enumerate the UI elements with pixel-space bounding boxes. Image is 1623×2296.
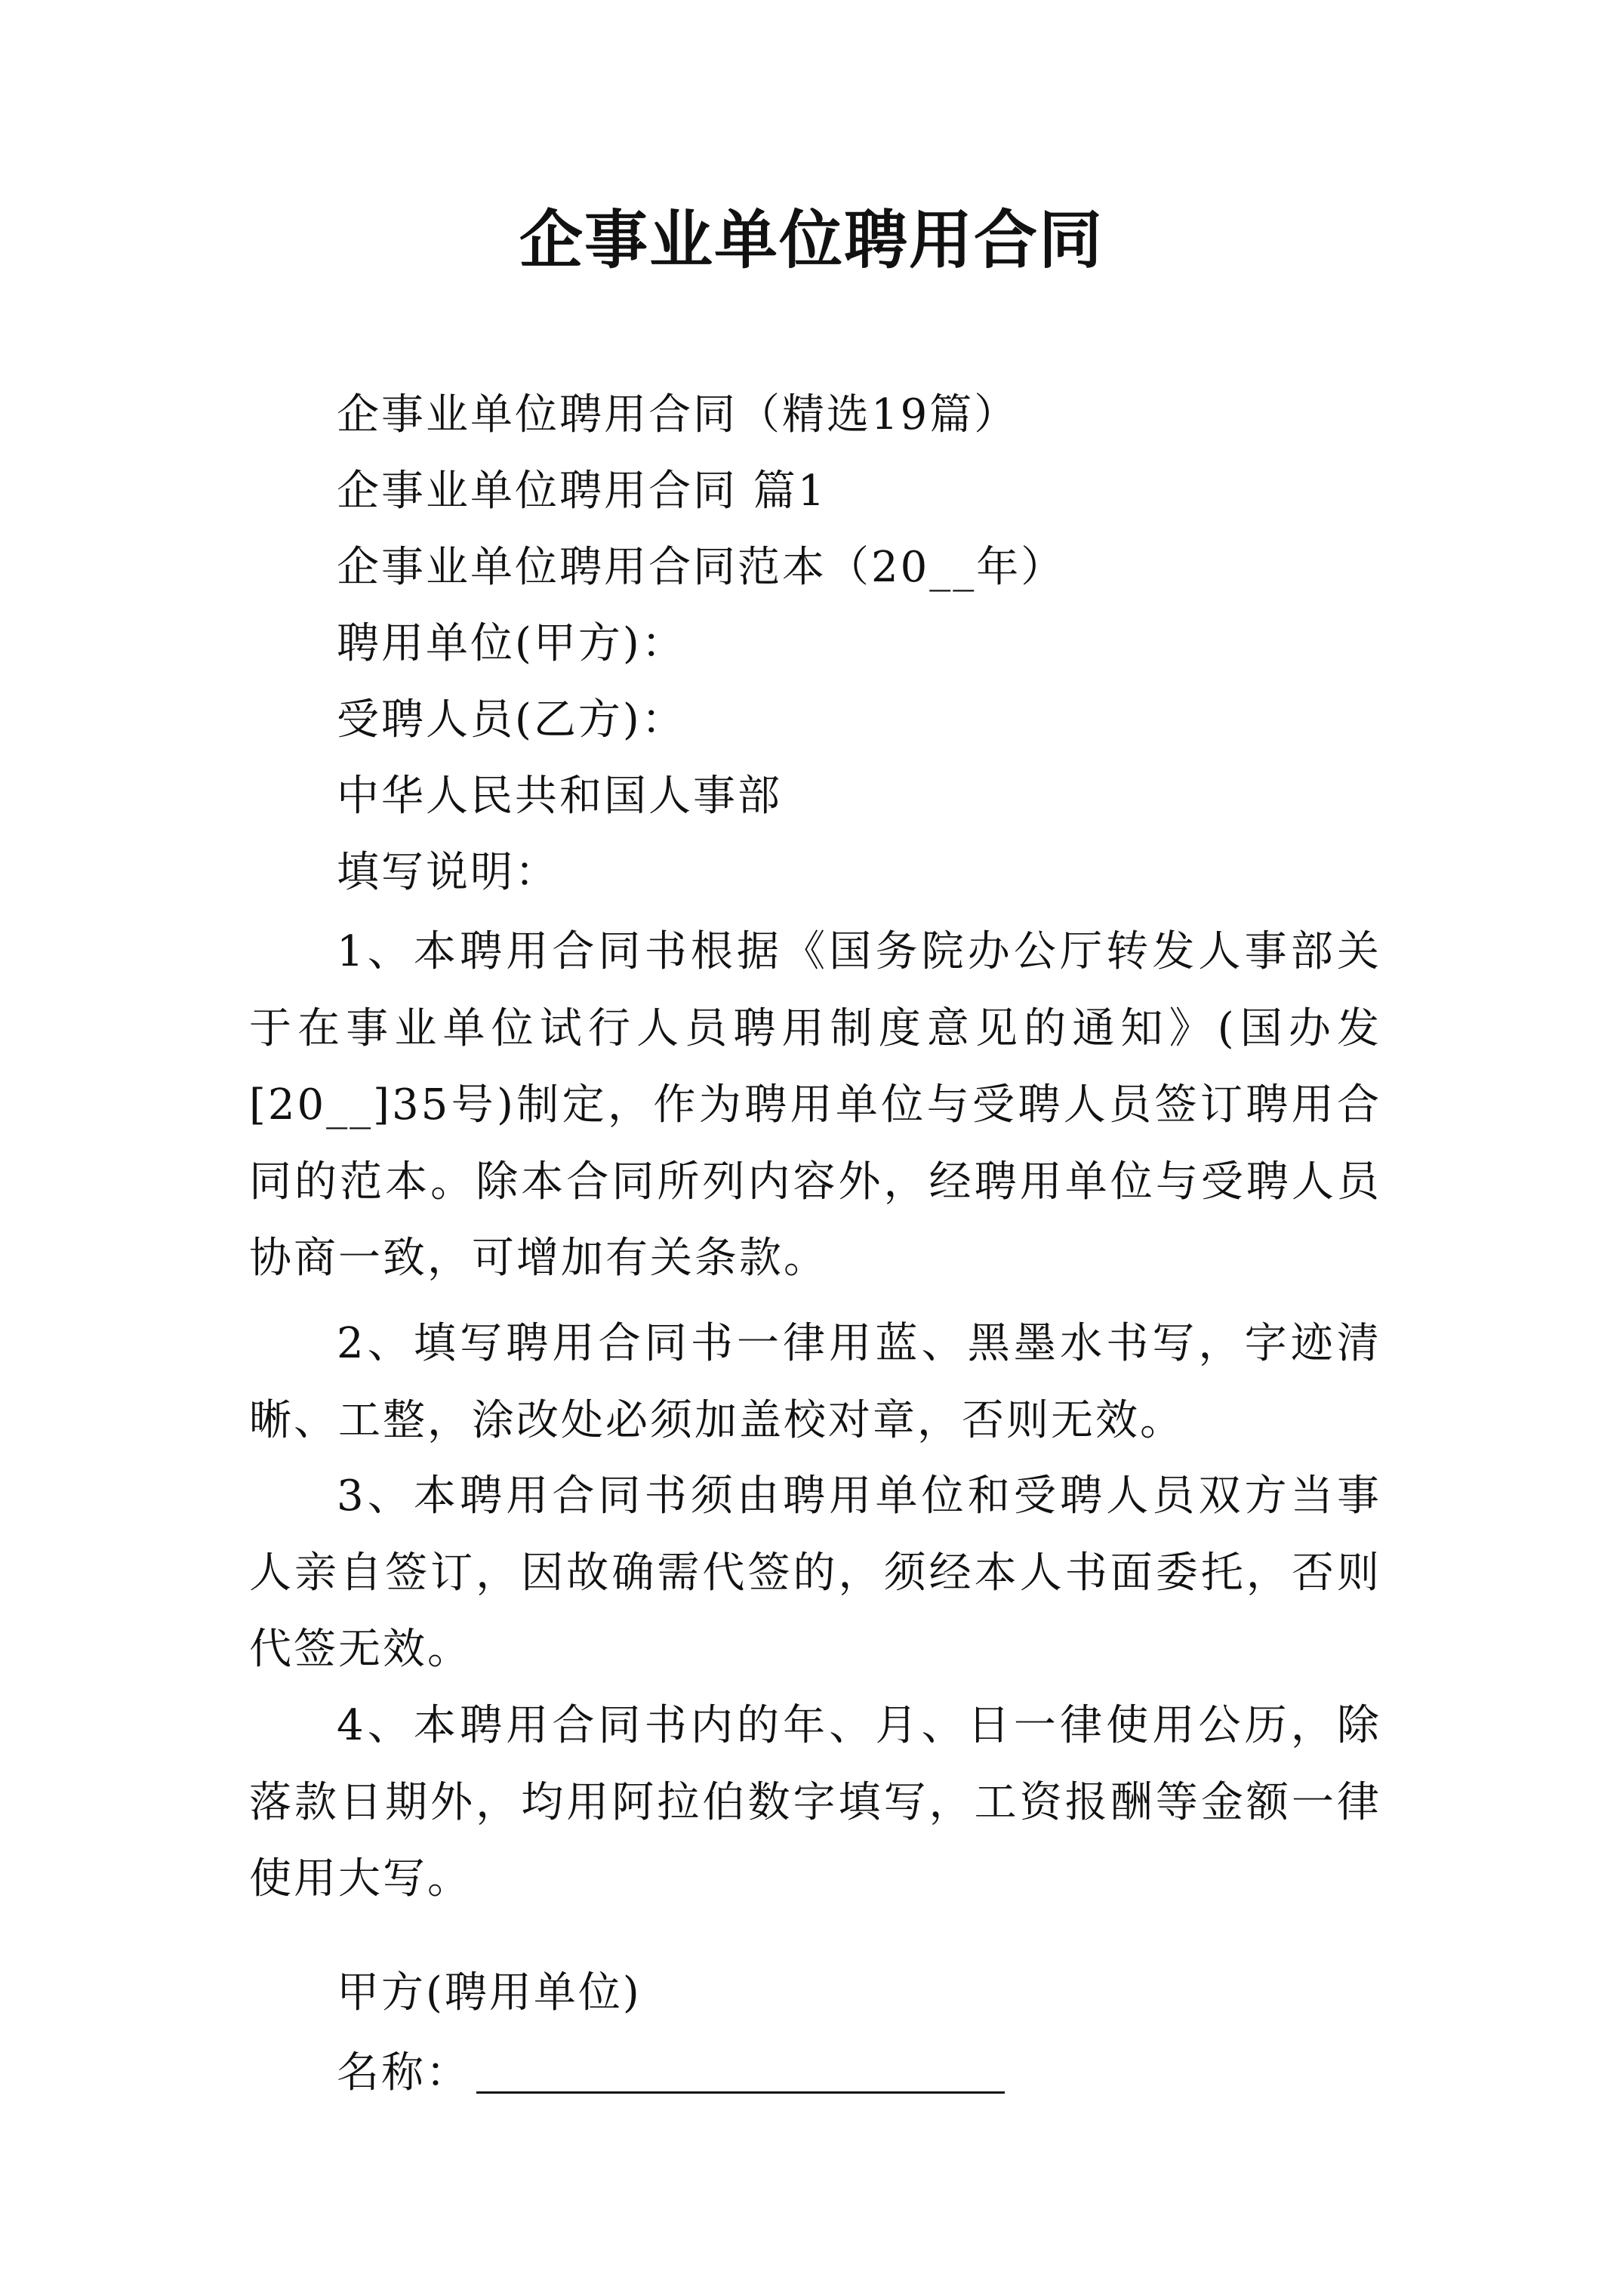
instruction-item-1: 1、本聘用合同书根据《国务院办公厅转发人事部关于在事业单位试行人员聘用制度意见的通知》(国办发[20__]35号)制定，作为聘用单位与受聘人员签订聘用合同的范本。除本合同所列内容外，经聘用单位与受聘人员协商一致，可增加有关条款。 <box>249 927 1381 1283</box>
instruction-item-2: 2、填写聘用合同书一律用蓝、黑墨水书写，字迹清晰、工整，涂改处必须加盖校对章，否则无效。 <box>249 1319 1381 1445</box>
instruction-item-4: 4、本聘用合同书内的年、月、日一律使用公历，除落款日期外，均用阿拉伯数字填写，工资报酬等金额一律使用大写。 <box>249 1701 1381 1903</box>
issuing-authority: 中华人民共和国人事部 <box>337 772 782 821</box>
name-blank-line <box>476 2046 1005 2094</box>
subtitle-selection: 企事业单位聘用合同（精选19篇） <box>337 390 1019 439</box>
employee-label: 受聘人员(乙方)： <box>337 695 686 744</box>
instructions-heading: 填写说明： <box>337 848 559 897</box>
party-a-heading: 甲方(聘用单位) <box>337 1968 642 2017</box>
name-field-row <box>337 2036 1005 2103</box>
employer-label: 聘用单位(甲方)： <box>337 619 686 668</box>
name-label: 名称： <box>337 2048 470 2097</box>
template-heading: 企事业单位聘用合同范本（20__年） <box>337 543 1066 592</box>
document-title: 企事业单位聘用合同 <box>519 203 1104 277</box>
section-heading: 企事业单位聘用合同 篇1 <box>337 467 827 516</box>
instruction-item-3: 3、本聘用合同书须由聘用单位和受聘人员双方当事人亲自签订，因故确需代签的，须经本人书面委托，否则代签无效。 <box>249 1472 1381 1674</box>
